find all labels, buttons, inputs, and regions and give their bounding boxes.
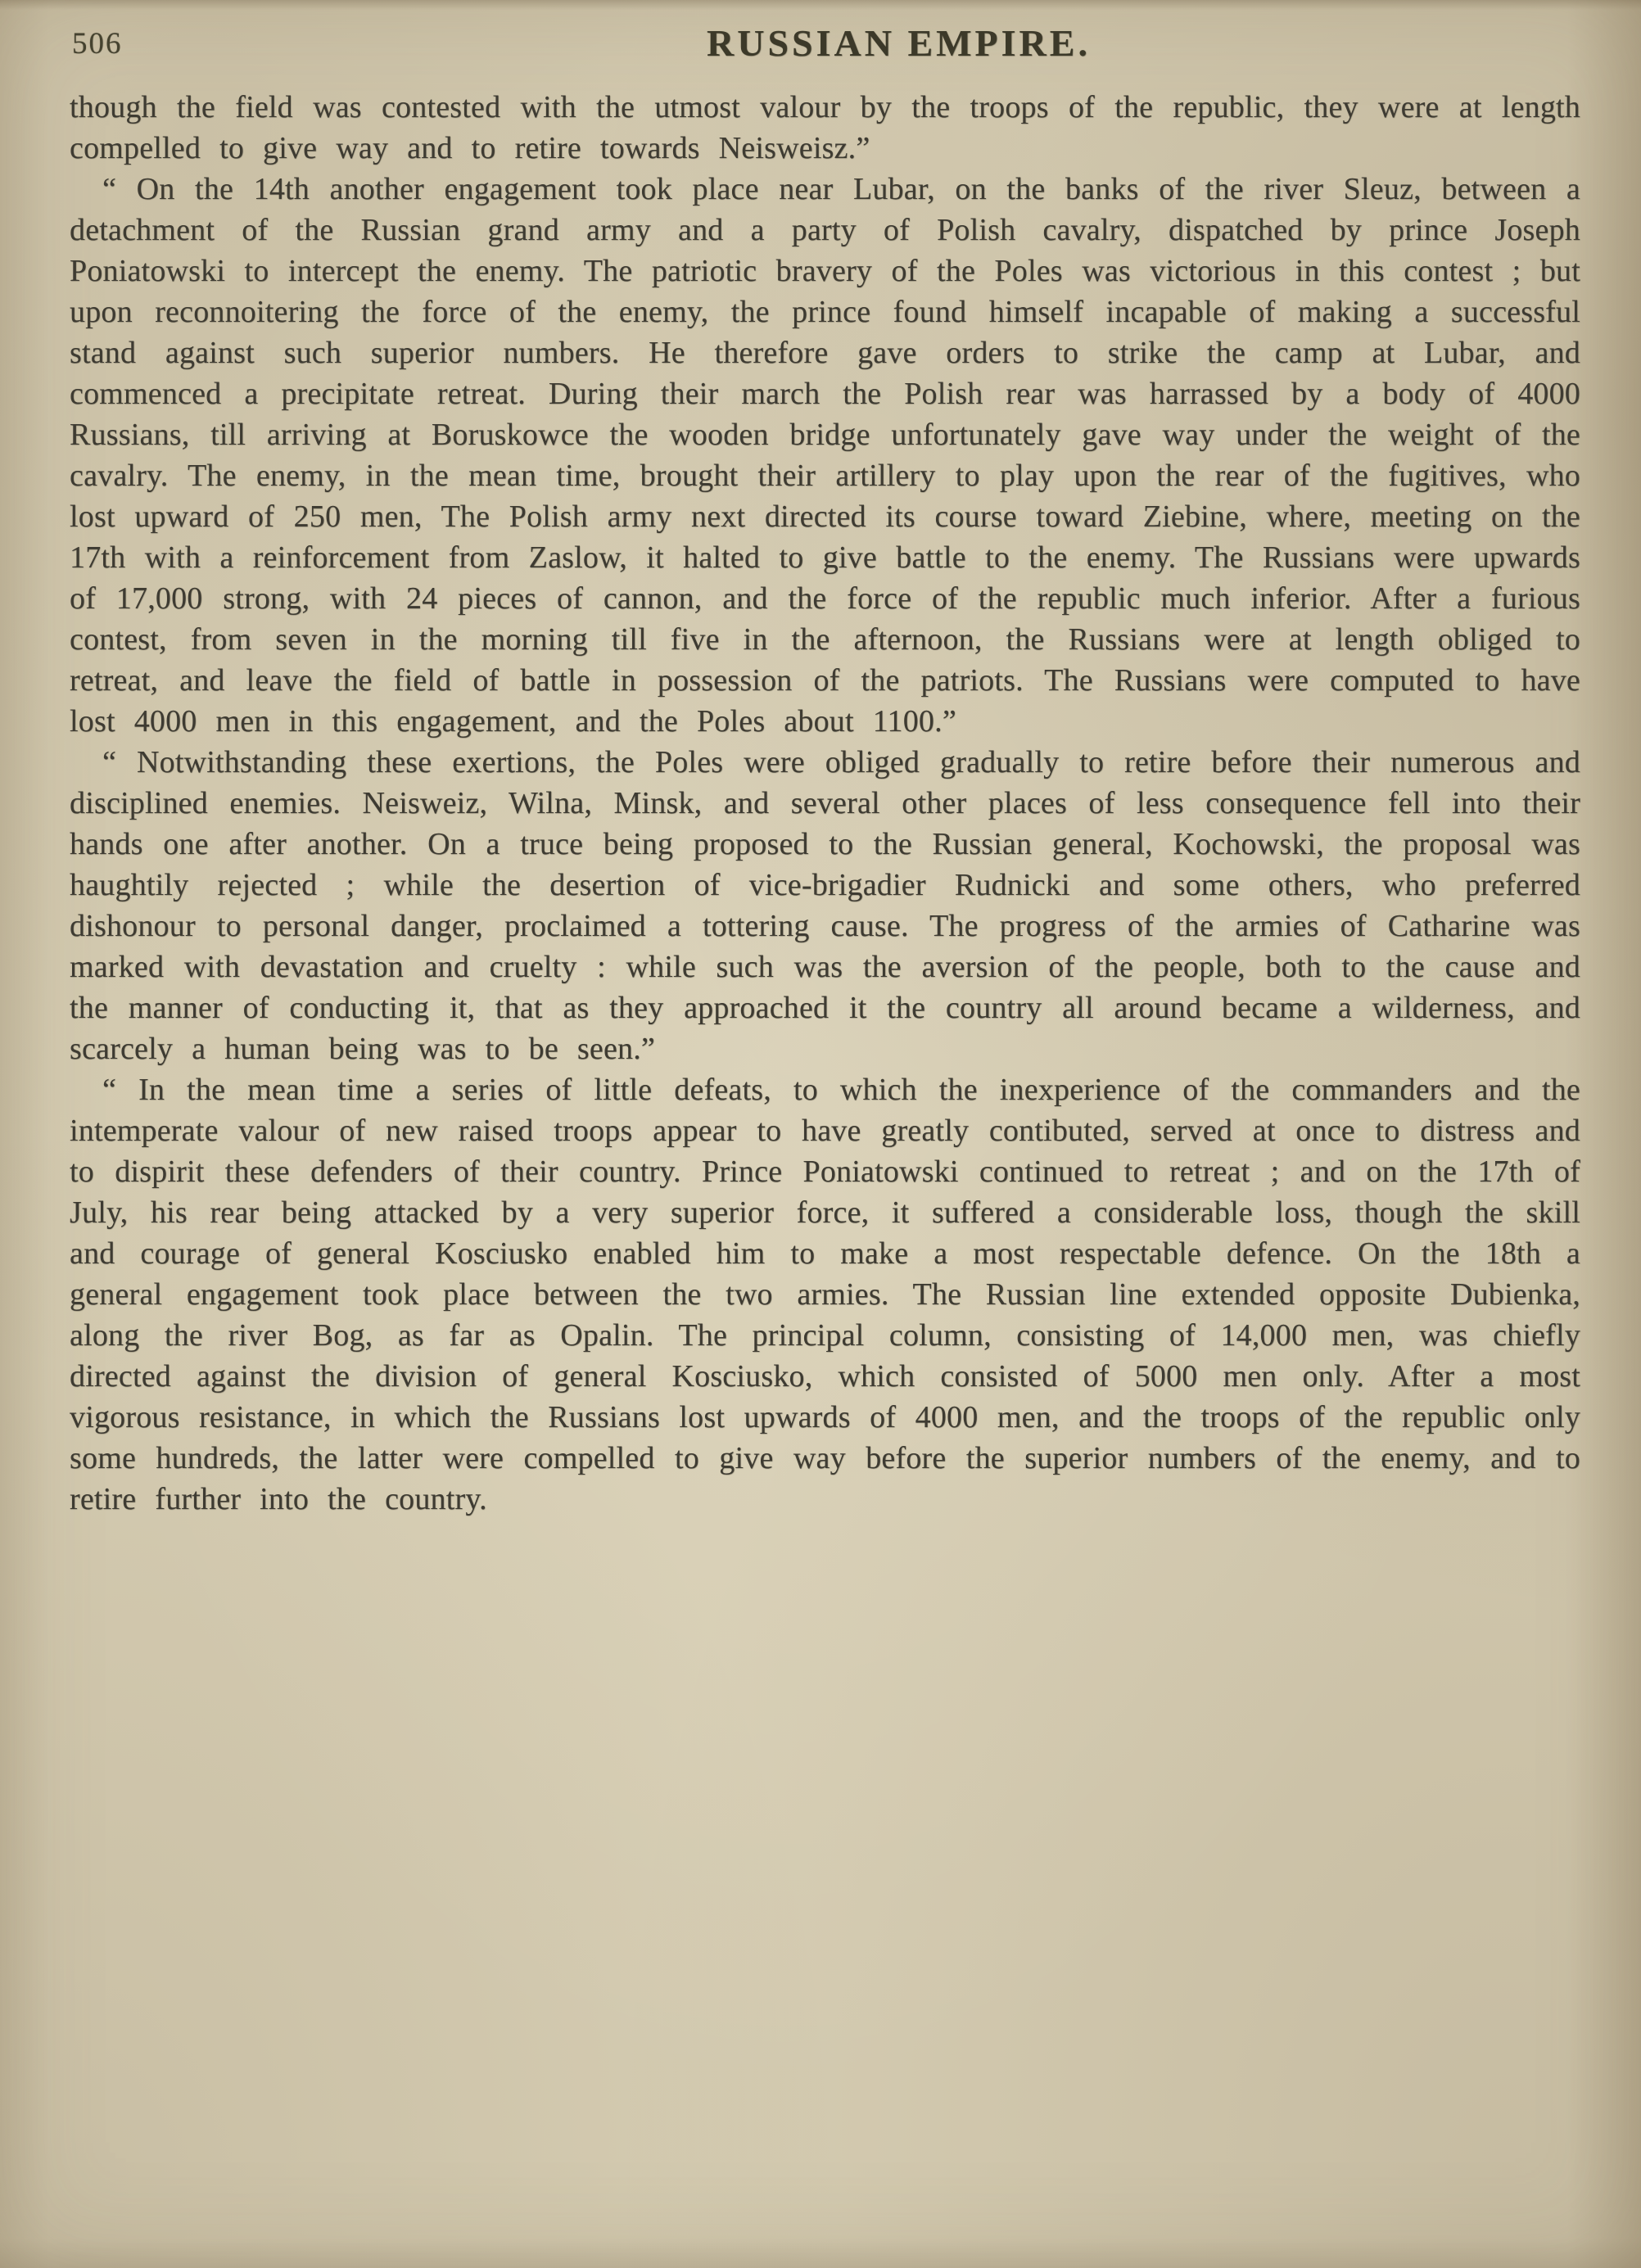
paragraph: “ In the mean time a series of little defeats, to which the inexperience of the commanders and the intemperate valour of new raised troops appear to have greatly contibuted, served at once to distress and to dispirit these defenders of their country. Prince Poniatowski continued to retreat ; and on the 17th of July, his rear being attacked by a very superior force, it suffered a considerable loss, though the skill and courage of general Kosciusko enabled him to make a most respectable defence. On the 18th a general engagement took place between the two armies. The Russian line extended opposite Dubienka, along the river Bog, as far as Opalin. The principal column, consisting of 14,000 men, was chiefly directed against the division of general Kosciusko, which consisted of 5000 men only. After a most vigorous resistance, in which the Russians lost upwards of 4000 men, and the troops of the republic only some hundreds, the latter were compelled to give way before the superior numbers of the enemy, and to retire further into the country.	[70, 1073, 1580, 1516]
page-number: 506	[72, 27, 123, 61]
running-header	[70, 21, 1580, 67]
body-text	[70, 87, 1580, 1520]
paragraph: “ Notwithstanding these exertions, the Poles were obliged gradually to retire before their numerous and disciplined enemies. Neisweiz, Wilna, Minsk, and several other places of less consequence fell into their hands one after another. On a truce being proposed to the Russian general, Kochowski, the proposal was haughtily rejected ; while the desertion of vice-brigadier Rudnicki and some others, who preferred dishonour to personal danger, proclaimed a tottering cause. The progress of the armies of Catharine was marked with devastation and cruelty : while such was the aversion of the people, both to the cause and the manner of conducting it, that as they approached it the country all around became a wilderness, and scarcely a human being was to be seen.”	[70, 745, 1580, 1066]
running-title: RUSSIAN EMPIRE.	[707, 22, 1091, 64]
paragraph-continuation: though the field was contested with the utmost valour by the troops of the republic, they were at length compelled to give way and to retire towards Neisweisz.”	[70, 90, 1580, 165]
paragraph: “ On the 14th another engagement took place near Lubar, on the banks of the river Sleuz, between a detachment of the Russian grand army and a party of Polish cavalry, dispatched by prince Joseph Poniatowski to intercept the enemy. The patriotic bravery of the Poles was victorious in this contest ; but upon reconnoitering the force of the enemy, the prince found himself incapable of making a successful stand against such superior numbers. He therefore gave orders to strike the camp at Lubar, and commenced a precipitate retreat. During their march the Polish rear was harrassed by a body of 4000 Russians, till arriving at Boruskowce the wooden bridge unfortunately gave way under the weight of the cavalry. The enemy, in the mean time, brought their artillery to play upon the rear of the fugitives, who lost upward of 250 men, The Polish army next directed its course toward Ziebine, where, meeting on the 17th with a reinforcement from Zaslow, it halted to give battle to the enemy. The Russians were upwards of 17,000 strong, with 24 pieces of cannon, and the force of the republic much inferior. After a furious contest, from seven in the morning till five in the afternoon, the Russians were at length obliged to retreat, and leave the field of battle in possession of the patriots. The Russians were computed to have lost 4000 men in this engagement, and the Poles about 1100.”	[70, 172, 1580, 739]
